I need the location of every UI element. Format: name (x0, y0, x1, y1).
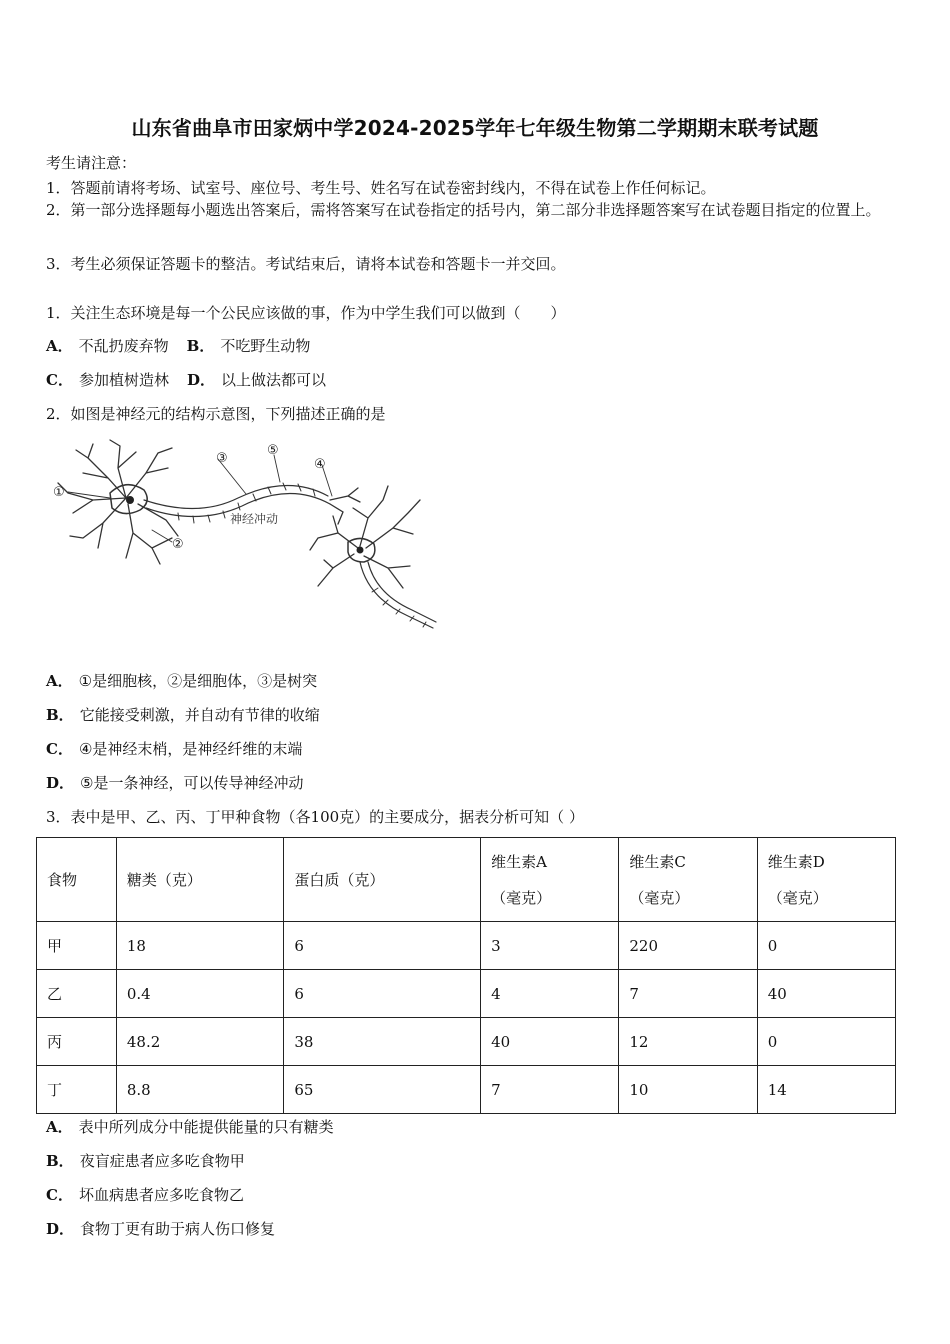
q2-option-a-letter: A． (46, 672, 73, 690)
q2-option-c-line (46, 738, 302, 759)
header-cell: 维生素A （毫克） (481, 838, 619, 922)
table-cell: 3 (481, 922, 619, 970)
notice-item-2: 2．第一部分选择题每小题选出答案后，需将答案写在试卷指定的括号内，第二部分非选择题答案写在试卷题目指定的位置上。 (46, 201, 881, 219)
table-cell: 220 (619, 922, 757, 970)
nutrition-table (36, 837, 896, 1114)
table-header-row (37, 838, 896, 922)
nucleus-2 (357, 547, 364, 554)
header-cell: 维生素C （毫克） (619, 838, 757, 922)
q3-option-b-line (46, 1150, 245, 1171)
label-4: ④ (314, 457, 326, 472)
q2-option-b: 它能接受刺激，并自动有节律的收缩 (79, 706, 320, 724)
header-cell: 糖类（克） (116, 838, 284, 922)
table-row (37, 1018, 896, 1066)
neuron-diagram (48, 438, 440, 643)
notice-item-3: 3．考生必须保证答题卡的整洁。考试结束后，请将本试卷和答题卡一并交回。 (46, 255, 566, 273)
table-cell: 0.4 (116, 970, 284, 1018)
table-cell: 10 (619, 1066, 757, 1114)
q3-option-d-letter: D． (46, 1220, 75, 1238)
table-row (37, 970, 896, 1018)
q3-option-c: 坏血病患者应多吃食物乙 (78, 1186, 244, 1204)
table-cell: 65 (284, 1066, 481, 1114)
q2-option-a-line (46, 670, 317, 691)
q3-option-b-letter: B． (46, 1152, 74, 1170)
table-cell: 12 (619, 1018, 757, 1066)
q2-option-d: ⑤是一条神经，可以传导神经冲动 (80, 774, 304, 792)
table-cell: 6 (284, 922, 481, 970)
q1-options-row-1 (46, 335, 310, 356)
q1-option-b-letter: B． (186, 337, 215, 355)
label-3: ③ (216, 451, 228, 466)
q3-option-b: 夜盲症患者应多吃食物甲 (79, 1152, 245, 1170)
label-2: ② (172, 537, 184, 552)
table-cell: 8.8 (116, 1066, 284, 1114)
page-title: 山东省曲阜市田家炳中学2024-2025学年七年级生物第二学期期末联考试题 (131, 116, 819, 140)
q2-option-c-letter: C． (46, 740, 73, 758)
q3-option-d: 食物丁更有助于病人伤口修复 (80, 1220, 276, 1238)
header-cell: 食物 (37, 838, 117, 922)
header-cell: 蛋白质（克） (284, 838, 481, 922)
q2-option-a: ①是细胞核，②是细胞体，③是树突 (78, 672, 318, 690)
q3-option-c-letter: C． (46, 1186, 73, 1204)
q2-option-c: ④是神经末梢，是神经纤维的末端 (78, 740, 303, 758)
nucleus-1 (126, 496, 134, 504)
table-cell: 6 (284, 970, 481, 1018)
table-cell: 乙 (37, 970, 117, 1018)
q1-option-d: 以上做法都可以 (220, 371, 326, 389)
q1-option-c-letter: C． (46, 371, 73, 389)
table-cell: 40 (481, 1018, 619, 1066)
q3-stem: 3．表中是甲、乙、丙、丁甲种食物（各100克）的主要成分，据表分析可知（ ） (46, 808, 584, 826)
q3-option-d-line (46, 1218, 275, 1239)
table-cell: 甲 (37, 922, 117, 970)
table-cell: 丁 (37, 1066, 117, 1114)
q3-option-a: 表中所列成分中能提供能量的只有糖类 (78, 1118, 334, 1136)
q1-option-c: 参加植树造林 (78, 371, 169, 389)
table-cell: 14 (757, 1066, 895, 1114)
notice-heading: 考生请注意： (46, 154, 137, 172)
table-cell: 丙 (37, 1018, 117, 1066)
q1-option-b: 不吃野生动物 (220, 337, 311, 355)
table-cell: 0 (757, 1018, 895, 1066)
table-row (37, 1066, 896, 1114)
q2-option-d-line (46, 772, 303, 793)
q3-option-c-line (46, 1184, 244, 1205)
label-5: ⑤ (267, 443, 279, 458)
table-cell: 4 (481, 970, 619, 1018)
label-1: ① (53, 485, 65, 500)
table-cell: 40 (757, 970, 895, 1018)
q2-option-d-letter: D． (46, 774, 75, 792)
q1-option-d-letter: D． (186, 371, 215, 389)
q3-option-a-letter: A． (46, 1118, 73, 1136)
q1-stem: 1．关注生态环境是每一个公民应该做的事，作为中学生我们可以做到（ ） (46, 304, 566, 322)
q3-option-a-line (46, 1116, 334, 1137)
table-cell: 7 (619, 970, 757, 1018)
impulse-label: 神经冲动 (230, 512, 279, 526)
notice-item-1: 1．答题前请将考场、试室号、座位号、考生号、姓名写在试卷密封线内，不得在试卷上作任何标记。 (46, 179, 716, 197)
q1-option-a-letter: A． (46, 337, 73, 355)
q2-option-b-letter: B． (46, 706, 74, 724)
q2-option-b-line (46, 704, 320, 725)
table-cell: 7 (481, 1066, 619, 1114)
table-cell: 18 (116, 922, 284, 970)
q1-option-a: 不乱扔废弃物 (78, 337, 169, 355)
table-cell: 38 (284, 1018, 481, 1066)
q2-stem: 2．如图是神经元的结构示意图，下列描述正确的是 (46, 405, 386, 423)
table-row (37, 922, 896, 970)
table-cell: 48.2 (116, 1018, 284, 1066)
table-cell: 0 (757, 922, 895, 970)
q1-options-row-2 (46, 369, 326, 390)
header-cell: 维生素D （毫克） (757, 838, 895, 922)
